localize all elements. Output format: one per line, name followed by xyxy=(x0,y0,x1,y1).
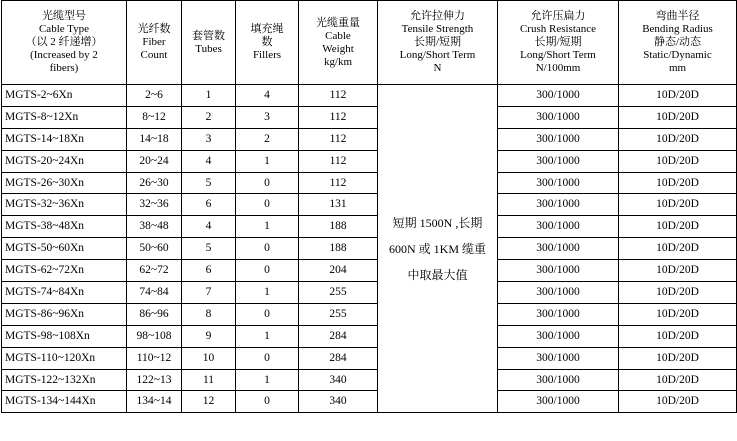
fiber-count-cell: 50~60 xyxy=(127,238,182,260)
header-line: fibers) xyxy=(49,62,79,74)
bending-radius-cell: 10D/20D xyxy=(619,85,737,107)
fillers-cell: 0 xyxy=(236,260,299,282)
header-line: mm xyxy=(668,62,687,74)
header-tensile-strength xyxy=(378,1,498,85)
table-row xyxy=(2,347,737,369)
fiber-count-cell: 20~24 xyxy=(127,150,182,172)
tubes-cell: 6 xyxy=(182,260,236,282)
cable-weight-cell: 255 xyxy=(299,303,378,325)
header-line: Long/Short Term xyxy=(399,49,476,61)
cable-weight-cell: 112 xyxy=(299,150,378,172)
cable-weight-cell: 112 xyxy=(299,106,378,128)
cable-type-cell: MGTS-38~48Xn xyxy=(2,216,127,238)
fiber-count-cell: 62~72 xyxy=(127,260,182,282)
header-line: 光缆重量 xyxy=(316,16,360,29)
cable-weight-cell: 340 xyxy=(299,369,378,391)
header-cable-type xyxy=(2,1,127,85)
table-row xyxy=(2,282,737,304)
crush-resistance-cell: 300/1000 xyxy=(498,194,619,216)
tubes-cell: 2 xyxy=(182,106,236,128)
crush-resistance-cell: 300/1000 xyxy=(498,347,619,369)
bending-radius-cell: 10D/20D xyxy=(619,260,737,282)
cable-type-cell: MGTS-86~96Xn xyxy=(2,303,127,325)
fillers-cell: 2 xyxy=(236,128,299,150)
fiber-count-cell: 74~84 xyxy=(127,282,182,304)
tubes-cell: 8 xyxy=(182,303,236,325)
tubes-cell: 12 xyxy=(182,391,236,413)
cable-type-cell: MGTS-134~144Xn xyxy=(2,391,127,413)
tubes-cell: 4 xyxy=(182,216,236,238)
fiber-count-cell: 14~18 xyxy=(127,128,182,150)
header-cable-weight xyxy=(299,1,378,85)
crush-resistance-cell: 300/1000 xyxy=(498,238,619,260)
table-row xyxy=(2,216,737,238)
header-line: 套管数 xyxy=(192,29,225,42)
cable-weight-cell: 204 xyxy=(299,260,378,282)
table-row xyxy=(2,391,737,413)
cable-spec-table xyxy=(1,0,737,413)
header-line: Count xyxy=(140,49,168,61)
crush-resistance-cell: 300/1000 xyxy=(498,106,619,128)
header-fiber-count xyxy=(127,1,182,85)
fillers-cell: 1 xyxy=(236,216,299,238)
cable-type-cell: MGTS-50~60Xn xyxy=(2,238,127,260)
cable-type-cell: MGTS-26~30Xn xyxy=(2,172,127,194)
header-line: Long/Short Term xyxy=(520,49,596,61)
cable-type-cell: MGTS-62~72Xn xyxy=(2,260,127,282)
crush-resistance-cell: 300/1000 xyxy=(498,391,619,413)
fiber-count-cell: 110~12 xyxy=(127,347,182,369)
table-row xyxy=(2,194,737,216)
cable-type-cell: MGTS-110~120Xn xyxy=(2,347,127,369)
bending-radius-cell: 10D/20D xyxy=(619,106,737,128)
crush-resistance-cell: 300/1000 xyxy=(498,303,619,325)
table-row xyxy=(2,128,737,150)
fillers-cell: 4 xyxy=(236,85,299,107)
cable-weight-cell: 284 xyxy=(299,347,378,369)
header-line: 光缆型号 xyxy=(42,10,86,22)
crush-resistance-cell: 300/1000 xyxy=(498,282,619,304)
header-line: N xyxy=(433,62,442,74)
header-line: 允许拉伸力 xyxy=(410,10,465,22)
bending-radius-cell: 10D/20D xyxy=(619,391,737,413)
fillers-cell: 1 xyxy=(236,150,299,172)
tubes-cell: 9 xyxy=(182,325,236,347)
cable-weight-cell: 284 xyxy=(299,325,378,347)
header-line: 数 xyxy=(261,36,273,48)
cable-type-cell: MGTS-2~6Xn xyxy=(2,85,127,107)
header-tubes xyxy=(182,1,236,85)
header-line: 静态/动态 xyxy=(653,36,702,48)
cable-type-cell: MGTS-98~108Xn xyxy=(2,325,127,347)
header-line: Tensile Strength xyxy=(401,23,474,35)
bending-radius-cell: 10D/20D xyxy=(619,303,737,325)
tubes-cell: 1 xyxy=(182,85,236,107)
fiber-count-cell: 98~108 xyxy=(127,325,182,347)
crush-resistance-cell: 300/1000 xyxy=(498,128,619,150)
bending-radius-cell: 10D/20D xyxy=(619,347,737,369)
crush-resistance-cell: 300/1000 xyxy=(498,260,619,282)
cable-weight-cell: 188 xyxy=(299,238,378,260)
cable-type-cell: MGTS-74~84Xn xyxy=(2,282,127,304)
fiber-count-cell: 32~36 xyxy=(127,194,182,216)
header-line: （以 2 纤递增） xyxy=(25,36,103,48)
cable-type-cell: MGTS-8~12Xn xyxy=(2,106,127,128)
table-row xyxy=(2,260,737,282)
crush-resistance-cell: 300/1000 xyxy=(498,216,619,238)
bending-radius-cell: 10D/20D xyxy=(619,172,737,194)
header-line: Fillers xyxy=(252,49,282,61)
header-line: Crush Resistance xyxy=(519,23,597,35)
tubes-cell: 7 xyxy=(182,282,236,304)
header-line: Fiber xyxy=(142,36,166,48)
header-line: Tubes xyxy=(195,42,222,55)
header-crush-resistance xyxy=(498,1,619,85)
cable-type-cell: MGTS-122~132Xn xyxy=(2,369,127,391)
cable-weight-cell: 112 xyxy=(299,172,378,194)
bending-radius-cell: 10D/20D xyxy=(619,325,737,347)
fillers-cell: 0 xyxy=(236,238,299,260)
table-row xyxy=(2,325,737,347)
crush-resistance-cell: 300/1000 xyxy=(498,325,619,347)
header-line: Cable Type xyxy=(38,23,90,35)
header-line: 弯曲半径 xyxy=(655,10,700,22)
header-line: Static/Dynamic xyxy=(643,49,712,61)
fillers-cell: 0 xyxy=(236,172,299,194)
bending-radius-cell: 10D/20D xyxy=(619,216,737,238)
fillers-cell: 3 xyxy=(236,106,299,128)
header-line: 允许压扁力 xyxy=(530,10,586,22)
fiber-count-cell: 86~96 xyxy=(127,303,182,325)
header-line: N/100mm xyxy=(535,62,581,74)
fiber-count-cell: 26~30 xyxy=(127,172,182,194)
header-line: 长期/短期 xyxy=(534,36,582,48)
bending-radius-cell: 10D/20D xyxy=(619,128,737,150)
header-row xyxy=(2,1,737,85)
cable-weight-cell: 188 xyxy=(299,216,378,238)
tubes-cell: 10 xyxy=(182,347,236,369)
bending-radius-cell: 10D/20D xyxy=(619,150,737,172)
tubes-cell: 5 xyxy=(182,172,236,194)
fillers-cell: 1 xyxy=(236,325,299,347)
table-row xyxy=(2,369,737,391)
crush-resistance-cell: 300/1000 xyxy=(498,85,619,107)
table-row xyxy=(2,238,737,260)
tubes-cell: 11 xyxy=(182,369,236,391)
fiber-count-cell: 8~12 xyxy=(127,106,182,128)
header-line: Cable xyxy=(325,29,351,42)
fillers-cell: 1 xyxy=(236,369,299,391)
tubes-cell: 3 xyxy=(182,128,236,150)
fiber-count-cell: 2~6 xyxy=(127,85,182,107)
table-row xyxy=(2,85,737,107)
fiber-count-cell: 122~13 xyxy=(127,369,182,391)
cable-weight-cell: 112 xyxy=(299,128,378,150)
header-bending-radius xyxy=(619,1,737,85)
crush-resistance-cell: 300/1000 xyxy=(498,369,619,391)
header-line: 长期/短期 xyxy=(413,36,462,48)
header-line: (Increased by 2 xyxy=(30,49,98,61)
cable-weight-cell: 340 xyxy=(299,391,378,413)
header-fillers xyxy=(236,1,299,85)
table-row xyxy=(2,303,737,325)
tensile-strength-cell: 短期 1500N ,长期 600N 或 1KM 缆重中取最大值 xyxy=(378,85,498,413)
bending-radius-cell: 10D/20D xyxy=(619,282,737,304)
fillers-cell: 0 xyxy=(236,303,299,325)
table-body xyxy=(2,85,737,413)
header-line: Weight xyxy=(322,42,354,55)
fillers-cell: 0 xyxy=(236,347,299,369)
header-line: 光纤数 xyxy=(137,23,171,35)
fiber-count-cell: 38~48 xyxy=(127,216,182,238)
cable-weight-cell: 131 xyxy=(299,194,378,216)
fillers-cell: 0 xyxy=(236,194,299,216)
table-row xyxy=(2,106,737,128)
fillers-cell: 1 xyxy=(236,282,299,304)
cable-weight-cell: 112 xyxy=(299,85,378,107)
cable-type-cell: MGTS-32~36Xn xyxy=(2,194,127,216)
header-line: Bending Radius xyxy=(642,23,713,35)
bending-radius-cell: 10D/20D xyxy=(619,369,737,391)
table-row xyxy=(2,150,737,172)
fillers-cell: 0 xyxy=(236,391,299,413)
crush-resistance-cell: 300/1000 xyxy=(498,172,619,194)
bending-radius-cell: 10D/20D xyxy=(619,194,737,216)
crush-resistance-cell: 300/1000 xyxy=(498,150,619,172)
cable-weight-cell: 255 xyxy=(299,282,378,304)
header-line: kg/km xyxy=(323,55,353,68)
cable-type-cell: MGTS-20~24Xn xyxy=(2,150,127,172)
tubes-cell: 4 xyxy=(182,150,236,172)
cable-type-cell: MGTS-14~18Xn xyxy=(2,128,127,150)
tubes-cell: 6 xyxy=(182,194,236,216)
bending-radius-cell: 10D/20D xyxy=(619,238,737,260)
header-line: 填充绳 xyxy=(250,23,284,35)
table-row xyxy=(2,172,737,194)
fiber-count-cell: 134~14 xyxy=(127,391,182,413)
tubes-cell: 5 xyxy=(182,238,236,260)
